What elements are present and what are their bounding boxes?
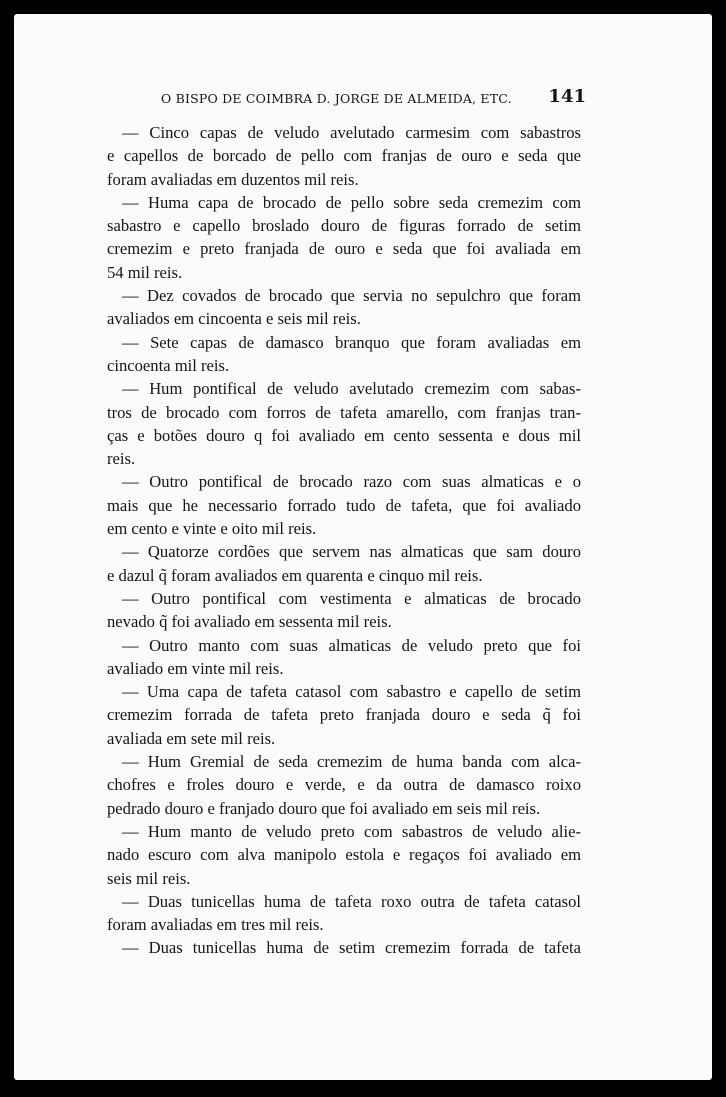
text-line: chofres e froles douro e verde, e da outra de damasco roixo [107, 775, 581, 795]
text-line: — Outro manto com suas almaticas de veludo preto que foi [122, 635, 581, 655]
text-line: — Hum manto de veludo preto com sabastros de veludo alie- [122, 821, 581, 841]
running-header [161, 86, 586, 110]
text-line: nevado q̃ foi avaliado em sessenta mil reis. [107, 612, 392, 632]
text-line: — Duas tunicellas huma de setim cremezim forrada de tafeta [122, 938, 581, 958]
text-line: — Huma capa de brocado de pello sobre seda cremezim com [122, 192, 581, 212]
text-line: em cento e vinte e oito mil reis. [107, 519, 317, 539]
text-line: seis mil reis. [107, 868, 191, 888]
text-line: — Cinco capas de veludo avelutado carmesim com sabastros [122, 123, 581, 142]
text-line: avaliados em cincoenta e seis mil reis. [107, 309, 361, 329]
body-text [107, 121, 581, 960]
text-line: avaliada em sete mil reis. [107, 728, 276, 748]
text-line: e capellos de borcado de pello com franjas de ouro e seda que [107, 146, 581, 166]
text-line: e dazul q̃ foram avaliados em quarenta e cinquo mil reis. [107, 565, 483, 585]
text-line: ças e botões douro q foi avaliado em cento sessenta e dous mil [107, 425, 581, 445]
text-line: cremezim forrada de tafeta preto franjada douro e seda q̃ foi [107, 705, 581, 725]
text-line: avaliado em vinte mil reis. [107, 658, 284, 678]
text-line: — Uma capa de tafeta catasol com sabastro e capello de setim [122, 682, 581, 702]
text-line: — Hum pontifical de veludo avelutado cremezim com sabas- [122, 379, 581, 399]
text-line: foram avaliadas em duzentos mil reis. [107, 169, 359, 189]
text-line: nado escuro com alva manipolo estola e regaços foi avaliado em [107, 845, 581, 865]
text-line: cincoenta mil reis. [107, 355, 230, 375]
text-line: — Outro pontifical de brocado razo com suas almaticas e o [122, 472, 581, 492]
page-number: 141 [548, 86, 586, 107]
text-line: pedrado douro e franjado douro que foi avaliado em seis mil reis. [107, 798, 541, 818]
text-line: — Dez covados de brocado que servia no sepulchro que foram [122, 286, 581, 306]
text-line: sabastro e capello broslado douro de figuras forrado de setim [107, 216, 581, 236]
text-line: 54 mil reis. [107, 262, 183, 282]
text-line: foram avaliadas em tres mil reis. [107, 915, 324, 935]
running-title: O BISPO DE COIMBRA D. JORGE DE ALMEIDA, ETC. [161, 91, 512, 106]
text-line: — Outro pontifical com vestimenta e almaticas de brocado [122, 588, 581, 608]
text-line: — Duas tunicellas huma de tafeta roxo outra de tafeta catasol [122, 891, 581, 911]
text-line: — Hum Gremial de seda cremezim de huma banda com alca- [122, 752, 581, 772]
text-line: — Quatorze cordões que servem nas almaticas que sam douro [122, 542, 581, 562]
text-line: cremezim e preto franjada de ouro e seda que foi avaliada em [107, 239, 581, 259]
text-line: tros de brocado com forros de tafeta amarello, com franjas tran- [107, 402, 581, 422]
text-line: — Sete capas de damasco branquo que foram avaliadas em [122, 332, 581, 352]
text-line: reis. [107, 449, 136, 469]
text-line: mais que he necessario forrado tudo de tafeta, que foi avaliado [107, 495, 581, 515]
